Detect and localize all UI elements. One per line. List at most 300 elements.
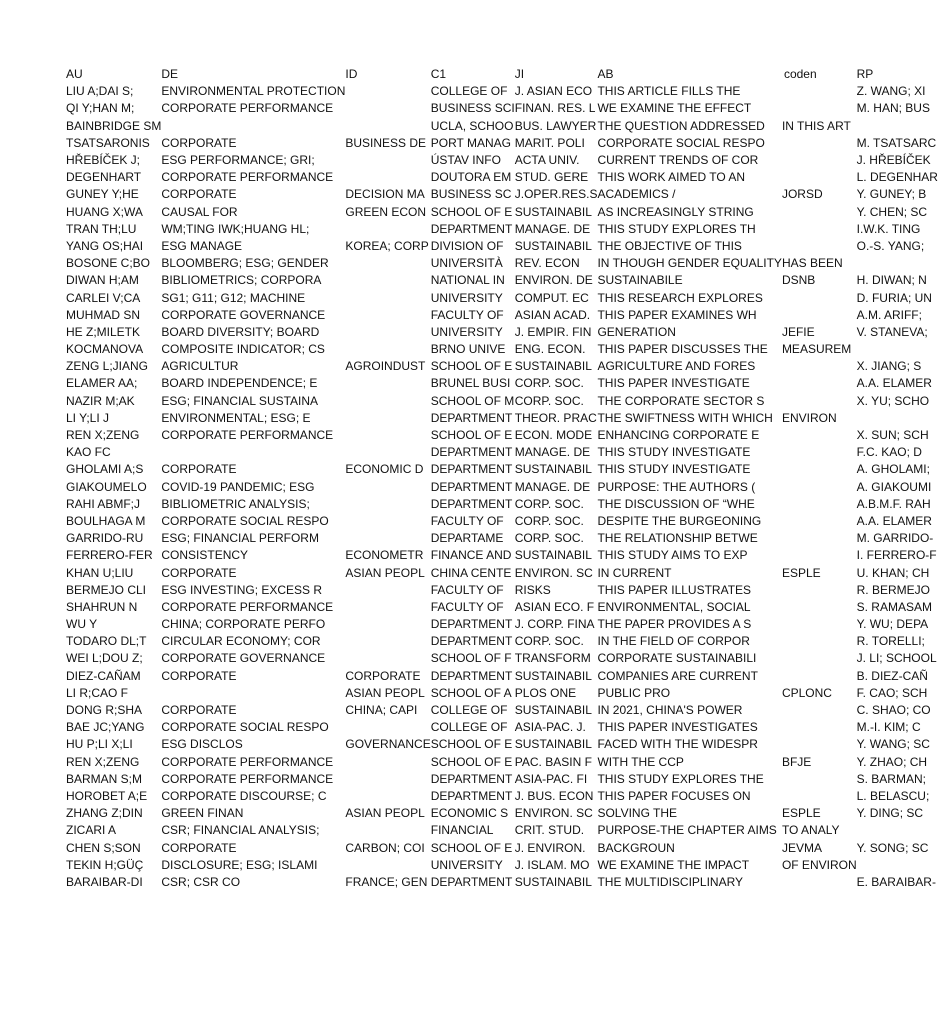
cell-ab[interactable]: CORPORATE SOCIAL RESPO	[597, 135, 765, 150]
cell-au[interactable]: ZICARI A	[66, 823, 117, 838]
cell-de[interactable]: ESG DISCLOS	[161, 737, 243, 752]
cell-ji[interactable]: STUD. GERE	[514, 170, 589, 185]
cell-c1[interactable]: SCHOOL OF A	[430, 685, 512, 700]
cell-rp[interactable]: Y. SONG; SC	[856, 840, 929, 855]
cell-id[interactable]	[345, 513, 430, 530]
cell-ab[interactable]: PUBLIC PRO	[597, 685, 671, 700]
cell-rp[interactable]: L. DEGENHAR	[856, 170, 938, 185]
cell-ab[interactable]: THIS STUDY INVESTIGATE	[597, 445, 751, 460]
cell-au[interactable]: TEKIN H;GÜÇ	[66, 857, 144, 872]
cell-de[interactable]: ESG; FINANCIAL PERFORM	[161, 531, 319, 546]
cell-id[interactable]: BUSINESS DE	[345, 135, 427, 150]
cell-id[interactable]: AGROINDUST	[345, 359, 426, 374]
cell-ji[interactable]: FINAN. RES. L	[514, 101, 596, 116]
header-cell-au[interactable]: AU	[66, 67, 83, 82]
cell-c1[interactable]: UNIVERSITY	[430, 290, 503, 305]
cell-ji[interactable]: ASIA-PAC. FI	[514, 771, 588, 786]
cell-coden[interactable]	[782, 650, 857, 667]
cell-id[interactable]	[345, 118, 430, 135]
cell-ab[interactable]: FACED WITH THE WIDESPR	[597, 737, 758, 752]
cell-coden[interactable]	[782, 616, 857, 633]
cell-rp[interactable]: M. GARRIDO-	[856, 531, 934, 546]
cell-ab[interactable]: THIS PAPER EXAMINES WH	[597, 307, 757, 322]
cell-coden[interactable]: JEVMA	[781, 840, 822, 855]
cell-c1[interactable]: UNIVERSITÀ	[430, 256, 503, 271]
cell-c1[interactable]: DEPARTMENT	[430, 771, 513, 786]
cell-rp[interactable]: H. DIWAN; N	[856, 273, 927, 288]
cell-rp[interactable]: A. GHOLAMI;	[856, 462, 930, 477]
cell-de[interactable]: CORPORATE	[161, 135, 237, 150]
cell-de[interactable]: CORPORATE DISCOURSE; C	[161, 788, 327, 803]
cell-au[interactable]: CHEN S;SON	[66, 840, 141, 855]
cell-de[interactable]: CORPORATE PERFORMANCE	[161, 428, 334, 443]
cell-de[interactable]: CORPORATE GOVERNANCE	[161, 651, 326, 666]
cell-de[interactable]: BIBLIOMETRICS; CORPORA	[161, 273, 322, 288]
cell-au[interactable]: ZENG L;JIANG	[66, 359, 149, 374]
cell-coden[interactable]: ENVIRON	[781, 410, 837, 425]
cell-coden[interactable]	[782, 771, 857, 788]
cell-id[interactable]	[345, 582, 430, 599]
cell-ab[interactable]: THIS STUDY INVESTIGATE	[597, 462, 751, 477]
cell-c1[interactable]: UNIVERSITY	[430, 857, 503, 872]
cell-id[interactable]	[345, 341, 430, 358]
cell-ab[interactable]: WE EXAMINE THE IMPACT	[597, 857, 750, 872]
cell-c1[interactable]: COLLEGE OF	[430, 720, 508, 735]
cell-rp[interactable]: X. SUN; SCH	[856, 428, 929, 443]
cell-ji[interactable]: BUS. LAWYER	[514, 118, 597, 133]
cell-de[interactable]: CORPORATE GOVERNANCE	[161, 307, 326, 322]
cell-de[interactable]: CORPORATE	[161, 187, 237, 202]
cell-ab[interactable]: THE RELATIONSHIP BETWE	[597, 531, 758, 546]
cell-id[interactable]	[345, 599, 430, 616]
cell-au[interactable]: RAHI ABMF;J	[66, 496, 141, 511]
cell-rp[interactable]: Y. WU; DEPA	[856, 617, 929, 632]
header-cell-de[interactable]: DE	[161, 67, 179, 82]
cell-rp[interactable]: J. LI; SCHOOL	[856, 651, 937, 666]
cell-coden[interactable]	[782, 427, 857, 444]
cell-de[interactable]	[161, 444, 345, 461]
cell-c1[interactable]: SCHOOL OF E	[430, 428, 513, 443]
cell-de[interactable]: CORPORATE SOCIAL RESPO	[161, 720, 329, 735]
cell-id[interactable]	[345, 255, 430, 272]
cell-au[interactable]: NAZIR M;AK	[66, 393, 135, 408]
cell-id[interactable]: ECONOMIC D	[345, 462, 424, 477]
cell-ji[interactable]: ASIA-PAC. J.	[514, 720, 586, 735]
cell-id[interactable]: GOVERNANCE	[345, 737, 431, 752]
cell-de[interactable]: BOARD INDEPENDENCE; E	[161, 376, 318, 391]
cell-ji[interactable]: SUSTAINABIL	[514, 359, 592, 374]
header-cell-ab[interactable]: AB	[597, 67, 614, 82]
cell-c1[interactable]: SCHOOL OF E	[430, 204, 513, 219]
cell-coden[interactable]: HAS BEEN	[781, 256, 843, 271]
cell-ji[interactable]: PAC. BASIN F	[514, 754, 592, 769]
cell-id[interactable]	[345, 221, 430, 238]
cell-id[interactable]: ASIAN PEOPL	[345, 565, 425, 580]
cell-au[interactable]: HU P;LI X;LI	[66, 737, 133, 752]
cell-coden[interactable]: OF ENVIRON	[781, 857, 857, 872]
cell-coden[interactable]	[782, 289, 857, 306]
cell-rp[interactable]: S. RAMASAM	[856, 599, 932, 614]
cell-ab[interactable]: CURRENT TRENDS OF COR	[597, 153, 759, 168]
cell-de[interactable]: BOARD DIVERSITY; BOARD	[161, 324, 320, 339]
cell-ab[interactable]: SUSTAINABILE	[597, 273, 683, 288]
cell-coden[interactable]: TO ANALY	[781, 823, 840, 838]
cell-coden[interactable]	[782, 496, 857, 513]
cell-rp[interactable]: J. HŘEBÍČEK	[856, 153, 931, 168]
cell-ab[interactable]: AS INCREASINGLY STRING	[597, 204, 754, 219]
cell-id[interactable]	[345, 393, 430, 410]
cell-au[interactable]: HOROBET A;E	[66, 788, 148, 803]
cell-id[interactable]	[345, 857, 430, 874]
cell-au[interactable]: DIWAN H;AM	[66, 273, 139, 288]
cell-rp[interactable]: O.-S. YANG;	[856, 238, 925, 253]
cell-coden[interactable]	[782, 668, 857, 685]
cell-ab[interactable]: WE EXAMINE THE EFFECT	[597, 101, 752, 116]
cell-ji[interactable]: J. ASIAN ECO	[514, 84, 593, 99]
cell-ab[interactable]: THE PAPER PROVIDES A S	[597, 617, 752, 632]
cell-de[interactable]: ESG INVESTING; EXCESS R	[161, 582, 323, 597]
cell-au[interactable]: ZHANG Z;DIN	[66, 806, 143, 821]
cell-ab[interactable]: THIS ARTICLE FILLS THE	[597, 84, 741, 99]
cell-coden[interactable]: DSNB	[781, 273, 816, 288]
cell-id[interactable]	[345, 427, 430, 444]
cell-ab[interactable]: THIS PAPER FOCUSES ON	[597, 788, 751, 803]
cell-id[interactable]	[345, 616, 430, 633]
cell-c1[interactable]: DEPARTMENT	[430, 668, 513, 683]
cell-id[interactable]: KOREA; CORP	[345, 238, 429, 253]
cell-rp[interactable]: C. SHAO; CO	[856, 703, 931, 718]
cell-de[interactable]: BIBLIOMETRIC ANALYSIS;	[161, 496, 310, 511]
cell-ab[interactable]: IN 2021, CHINA'S POWER	[597, 703, 743, 718]
cell-c1[interactable]: ÚSTAV INFO	[430, 153, 501, 168]
cell-rp[interactable]: B. DIEZ-CAÑ	[856, 668, 928, 683]
cell-de[interactable]: CHINA; CORPORATE PERFO	[161, 617, 326, 632]
cell-coden[interactable]	[782, 719, 857, 736]
cell-rp[interactable]: R. TORELLI;	[856, 634, 925, 649]
cell-c1[interactable]: DEPARTMENT	[430, 462, 513, 477]
cell-coden[interactable]	[782, 238, 857, 255]
cell-ab[interactable]: THIS PAPER ILLUSTRATES	[597, 582, 752, 597]
cell-au[interactable]: BAINBRIDGE SM	[66, 118, 162, 133]
cell-de[interactable]: CORPORATE PERFORMANCE	[161, 599, 334, 614]
cell-au[interactable]: HUANG X;WA	[66, 204, 143, 219]
cell-c1[interactable]: COLLEGE OF	[430, 703, 508, 718]
cell-c1[interactable]: UNIVERSITY	[430, 324, 503, 339]
cell-id[interactable]	[345, 771, 430, 788]
cell-ab[interactable]: THIS PAPER DISCUSSES THE	[597, 342, 768, 357]
cell-ji[interactable]: THEOR. PRAC	[514, 410, 597, 425]
cell-ji[interactable]: MANAGE. DE	[514, 479, 591, 494]
cell-au[interactable]: BOULHAGA M	[66, 513, 146, 528]
cell-de[interactable]: CORPORATE PERFORMANCE	[161, 101, 334, 116]
cell-rp[interactable]: Y. WANG; SC	[856, 737, 930, 752]
cell-coden[interactable]	[782, 530, 857, 547]
cell-de[interactable]: CORPORATE	[161, 840, 237, 855]
cell-coden[interactable]	[782, 100, 857, 117]
cell-c1[interactable]: DEPARTMENT	[430, 410, 513, 425]
cell-au[interactable]: BAE JC;YANG	[66, 720, 145, 735]
cell-ab[interactable]: THE MULTIDISCIPLINARY	[597, 874, 744, 889]
cell-id[interactable]: ASIAN PEOPL	[345, 685, 425, 700]
cell-coden[interactable]	[782, 788, 857, 805]
cell-au[interactable]: GARRIDO-RU	[66, 531, 144, 546]
cell-ji[interactable]: SUSTAINABIL	[514, 238, 592, 253]
cell-ji[interactable]: MANAGE. DE	[514, 221, 591, 236]
cell-coden[interactable]: MEASUREM	[781, 342, 852, 357]
cell-de[interactable]: CIRCULAR ECONOMY; COR	[161, 634, 321, 649]
cell-coden[interactable]	[782, 204, 857, 221]
cell-de[interactable]: CORPORATE PERFORMANCE	[161, 170, 334, 185]
cell-c1[interactable]: FACULTY OF	[430, 599, 504, 614]
cell-rp[interactable]: A.A. ELAMER	[856, 376, 932, 391]
cell-au[interactable]: QI Y;HAN M;	[66, 101, 135, 116]
cell-rp[interactable]: A.M. ARIFF;	[856, 307, 922, 322]
cell-rp[interactable]: I. FERRERO-F	[856, 548, 937, 563]
cell-ab[interactable]: IN THOUGH GENDER EQUALITY	[597, 256, 782, 271]
cell-au[interactable]: DIEZ-CAÑAM	[66, 668, 141, 683]
cell-au[interactable]: BOSONE C;BO	[66, 256, 151, 271]
cell-c1[interactable]: DEPARTAME	[430, 531, 504, 546]
cell-rp[interactable]: F. CAO; SCH	[856, 685, 928, 700]
cell-coden[interactable]	[782, 702, 857, 719]
cell-ab[interactable]: THIS WORK AIMED TO AN	[597, 170, 746, 185]
cell-c1[interactable]: SCHOOL OF E	[430, 359, 513, 374]
cell-ab[interactable]: AGRICULTURE AND FORES	[597, 359, 756, 374]
cell-ji[interactable]: CORP. SOC.	[514, 634, 584, 649]
cell-de[interactable]: ENVIRONMENTAL PROTECTION	[161, 84, 346, 99]
cell-coden[interactable]: JORSD	[781, 187, 823, 202]
cell-rp[interactable]: S. BARMAN;	[856, 771, 926, 786]
cell-de[interactable]: CAUSAL FOR	[161, 204, 238, 219]
cell-c1[interactable]: BUSINESS SCI	[430, 101, 515, 116]
cell-coden[interactable]	[782, 874, 857, 891]
cell-c1[interactable]: ECONOMIC S	[430, 806, 509, 821]
cell-c1[interactable]: DEPARTMENT	[430, 496, 513, 511]
cell-rp[interactable]	[857, 118, 938, 135]
cell-coden[interactable]	[782, 736, 857, 753]
cell-id[interactable]	[345, 410, 430, 427]
cell-id[interactable]: CHINA; CAPI	[345, 703, 418, 718]
cell-de[interactable]: COMPOSITE INDICATOR; CS	[161, 342, 325, 357]
cell-au[interactable]: SHAHRUN N	[66, 599, 138, 614]
cell-id[interactable]	[345, 530, 430, 547]
cell-rp[interactable]: A. GIAKOUMI	[856, 479, 932, 494]
cell-ji[interactable]: CORP. SOC.	[514, 393, 584, 408]
cell-ab[interactable]: THIS PAPER INVESTIGATES	[597, 720, 758, 735]
cell-au[interactable]: WEI L;DOU Z;	[66, 651, 143, 666]
cell-de[interactable]: ENVIRONMENTAL; ESG; E	[161, 410, 311, 425]
cell-coden[interactable]	[782, 375, 857, 392]
cell-coden[interactable]: CPLONC	[781, 685, 832, 700]
cell-au[interactable]: DONG R;SHA	[66, 703, 143, 718]
cell-ji[interactable]: RISKS	[514, 582, 551, 597]
cell-rp[interactable]: F.C. KAO; D	[856, 445, 922, 460]
cell-ab[interactable]: SOLVING THE	[597, 806, 678, 821]
cell-coden[interactable]: ESPLE	[781, 565, 821, 580]
cell-id[interactable]	[345, 375, 430, 392]
cell-c1[interactable]: PORT MANAG	[430, 135, 511, 150]
cell-c1[interactable]: DEPARTMENT	[430, 221, 513, 236]
cell-rp[interactable]: L. BELASCU;	[856, 788, 930, 803]
cell-id[interactable]	[345, 496, 430, 513]
cell-id[interactable]	[345, 289, 430, 306]
cell-rp[interactable]: D. FURIA; UN	[856, 290, 932, 305]
cell-rp[interactable]	[857, 341, 938, 358]
cell-ji[interactable]: TRANSFORM	[514, 651, 591, 666]
cell-au[interactable]: BARAIBAR-DI	[66, 874, 143, 889]
cell-id[interactable]	[345, 83, 430, 100]
cell-ab[interactable]: WITH THE CCP	[597, 754, 684, 769]
cell-id[interactable]	[345, 100, 430, 117]
cell-c1[interactable]: COLLEGE OF	[430, 84, 508, 99]
cell-rp[interactable]: R. BERMEJO	[856, 582, 930, 597]
cell-coden[interactable]	[782, 599, 857, 616]
cell-id[interactable]: CORPORATE	[345, 668, 421, 683]
cell-coden[interactable]	[782, 513, 857, 530]
cell-ji[interactable]: J. ISLAM. MO	[514, 857, 590, 872]
cell-coden[interactable]	[782, 135, 857, 152]
cell-coden[interactable]: ESPLE	[781, 806, 821, 821]
cell-coden[interactable]	[782, 547, 857, 564]
cell-c1[interactable]: FACULTY OF	[430, 307, 504, 322]
cell-coden[interactable]	[782, 152, 857, 169]
cell-coden[interactable]	[782, 582, 857, 599]
cell-id[interactable]	[345, 169, 430, 186]
cell-c1[interactable]: FINANCIAL	[430, 823, 494, 838]
cell-rp[interactable]: E. BARAIBAR-	[856, 874, 936, 889]
cell-ji[interactable]: SUSTAINABIL	[514, 548, 592, 563]
cell-ji[interactable]: J.OPER.RES.S	[514, 187, 598, 202]
cell-au[interactable]: BARMAN S;M	[66, 771, 143, 786]
cell-ji[interactable]: REV. ECON	[514, 256, 580, 271]
cell-id[interactable]	[345, 719, 430, 736]
cell-de[interactable]: CORPORATE SOCIAL RESPO	[161, 513, 329, 528]
cell-ji[interactable]: SUSTAINABIL	[514, 737, 592, 752]
cell-ji[interactable]: MARIT. POLI	[514, 135, 585, 150]
cell-coden[interactable]: JEFIE	[781, 324, 815, 339]
cell-ab[interactable]: ENVIRONMENTAL, SOCIAL	[597, 599, 751, 614]
cell-au[interactable]: LI R;CAO F	[66, 685, 129, 700]
cell-de[interactable]: CONSISTENCY	[161, 548, 249, 563]
cell-id[interactable]: FRANCE; GEN	[345, 874, 428, 889]
cell-ab[interactable]: ACADEMICS /	[597, 187, 676, 202]
cell-ab[interactable]: PURPOSE: THE AUTHORS (	[597, 479, 756, 494]
cell-id[interactable]: ASIAN PEOPL	[345, 806, 425, 821]
header-cell-c1[interactable]: C1	[430, 67, 447, 82]
cell-ji[interactable]: ENVIRON. SC	[514, 806, 593, 821]
cell-ab[interactable]: DESPITE THE BURGEONING	[597, 513, 762, 528]
cell-de[interactable]: ESG; FINANCIAL SUSTAINA	[161, 393, 319, 408]
cell-id[interactable]	[345, 479, 430, 496]
cell-ab[interactable]: THE CORPORATE SECTOR S	[597, 393, 765, 408]
cell-c1[interactable]: SCHOOL OF M	[430, 393, 515, 408]
cell-au[interactable]: LI Y;LI J	[66, 410, 110, 425]
cell-c1[interactable]: DEPARTMENT	[430, 634, 513, 649]
cell-ji[interactable]: CORP. SOC.	[514, 496, 584, 511]
cell-au[interactable]: KOCMANOVA	[66, 342, 144, 357]
cell-coden[interactable]	[782, 444, 857, 461]
cell-rp[interactable]: M. TSATSARC	[856, 135, 937, 150]
cell-id[interactable]	[345, 633, 430, 650]
cell-ji[interactable]: PLOS ONE	[514, 685, 577, 700]
cell-au[interactable]: WU Y	[66, 617, 98, 632]
header-cell-coden[interactable]: coden	[783, 67, 817, 82]
cell-c1[interactable]: SCHOOL OF E	[430, 840, 513, 855]
cell-au[interactable]: YANG OS;HAI	[66, 238, 144, 253]
header-cell-rp[interactable]: RP	[856, 67, 874, 82]
cell-rp[interactable]: Y. GUNEY; B	[856, 187, 927, 202]
cell-coden[interactable]	[782, 307, 857, 324]
cell-coden[interactable]	[782, 633, 857, 650]
cell-de[interactable]	[161, 685, 345, 702]
cell-id[interactable]	[345, 307, 430, 324]
cell-rp[interactable]: X. JIANG; S	[856, 359, 922, 374]
cell-ab[interactable]: THE DISCUSSION OF “WHE	[597, 496, 755, 511]
cell-coden[interactable]	[782, 461, 857, 478]
cell-de[interactable]: COVID-19 PANDEMIC; ESG	[161, 479, 315, 494]
cell-ji[interactable]: ENVIRON. DE	[514, 273, 593, 288]
cell-id[interactable]: GREEN ECON	[345, 204, 427, 219]
cell-de[interactable]: CSR; FINANCIAL ANALYSIS;	[161, 823, 320, 838]
cell-c1[interactable]: DEPARTMENT	[430, 617, 513, 632]
cell-au[interactable]: GHOLAMI A;S	[66, 462, 144, 477]
cell-rp[interactable]: Z. WANG; XI	[856, 84, 926, 99]
cell-c1[interactable]: DEPARTMENT	[430, 788, 513, 803]
cell-c1[interactable]: FINANCE AND	[430, 548, 512, 563]
cell-c1[interactable]: DIVISION OF	[430, 238, 504, 253]
cell-ab[interactable]: ENHANCING CORPORATE E	[597, 428, 760, 443]
cell-c1[interactable]: FACULTY OF	[430, 582, 504, 597]
cell-de[interactable]: SG1; G11; G12; MACHINE	[161, 290, 306, 305]
cell-ab[interactable]: THIS STUDY AIMS TO EXP	[597, 548, 748, 563]
cell-au[interactable]: HŘEBÍČEK J;	[66, 153, 141, 168]
cell-ji[interactable]: SUSTAINABIL	[514, 703, 592, 718]
cell-ji[interactable]: J. BUS. ECON	[514, 788, 594, 803]
cell-c1[interactable]: SCHOOL OF F	[430, 651, 512, 666]
cell-id[interactable]: ECONOMETR	[345, 548, 424, 563]
header-cell-id[interactable]: ID	[345, 67, 358, 82]
cell-ab[interactable]: COMPANIES ARE CURRENT	[597, 668, 758, 683]
cell-id[interactable]	[345, 272, 430, 289]
cell-de[interactable]: CORPORATE	[161, 462, 237, 477]
cell-de[interactable]: CORPORATE	[161, 703, 237, 718]
cell-rp[interactable]	[857, 822, 938, 839]
cell-ji[interactable]: J. CORP. FINA	[514, 617, 595, 632]
cell-coden[interactable]	[782, 479, 857, 496]
cell-rp[interactable]	[857, 857, 938, 874]
cell-ab[interactable]: THIS STUDY EXPLORES THE	[597, 771, 764, 786]
cell-au[interactable]: DEGENHART	[66, 170, 142, 185]
cell-c1[interactable]: SCHOOL OF E	[430, 737, 513, 752]
cell-coden[interactable]	[782, 169, 857, 186]
cell-de[interactable]: AGRICULTUR	[161, 359, 239, 374]
cell-rp[interactable]: Y. CHEN; SC	[856, 204, 928, 219]
cell-ab[interactable]: THE QUESTION ADDRESSED	[597, 118, 765, 133]
cell-ji[interactable]: SUSTAINABIL	[514, 204, 592, 219]
cell-au[interactable]: TRAN TH;LU	[66, 221, 137, 236]
cell-c1[interactable]: BRUNEL BUSI	[430, 376, 511, 391]
cell-ji[interactable]: J. EMPIR. FIN	[514, 324, 592, 339]
cell-de[interactable]: WM;TING IWK;HUANG HL;	[161, 221, 310, 236]
cell-id[interactable]	[345, 788, 430, 805]
cell-id[interactable]	[345, 324, 430, 341]
cell-rp[interactable]	[857, 410, 938, 427]
cell-rp[interactable]: V. STANEVA;	[856, 324, 928, 339]
cell-ab[interactable]: IN THE FIELD OF CORPOR	[597, 634, 750, 649]
cell-coden[interactable]: BFJE	[781, 754, 812, 769]
cell-ji[interactable]: MANAGE. DE	[514, 445, 591, 460]
cell-ab[interactable]: BACKGROUN	[597, 840, 675, 855]
